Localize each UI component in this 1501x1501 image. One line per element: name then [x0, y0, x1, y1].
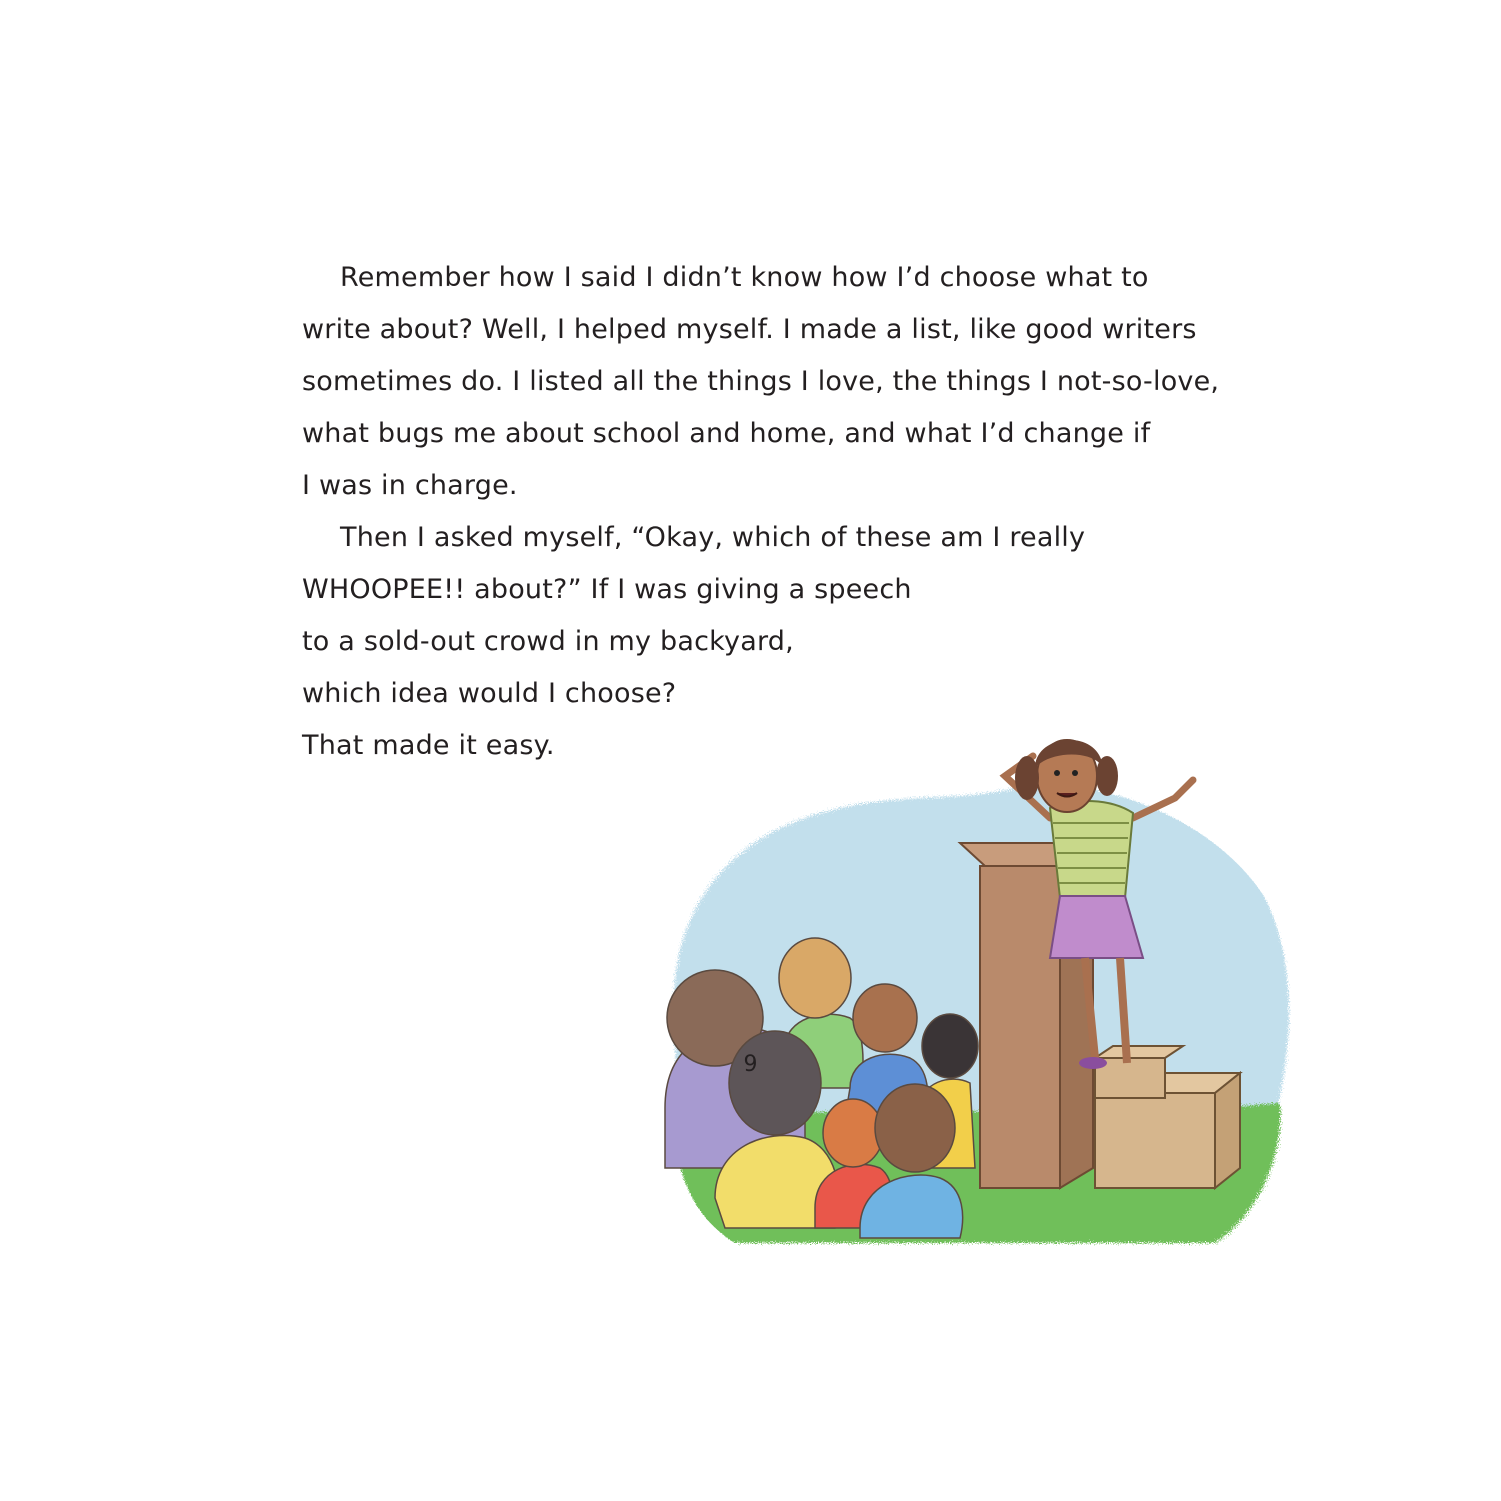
paragraph-2-line-4: which idea would I choose?: [302, 678, 677, 709]
paragraph-2-line-3: to a sold-out crowd in my backyard,: [302, 626, 794, 657]
body-text: [302, 252, 1222, 772]
paragraph-1-line-1: Remember how I said I didn’t know how I’d choose what to: [340, 262, 1149, 293]
paragraph-2-line-5: That made it easy.: [302, 730, 555, 761]
paragraph-2-line-1: Then I asked myself, “Okay, which of these am I really: [340, 522, 1086, 553]
speech-illustration: [655, 728, 1295, 1248]
paragraph-2-line-2: WHOOPEE!! about?” If I was giving a speech: [302, 574, 912, 605]
paragraph-1-line-4: what bugs me about school and home, and what I’d change if: [302, 418, 1151, 449]
paragraph-1-line-3: sometimes do. I listed all the things I love, the things I not-so-love,: [302, 366, 1220, 397]
paragraph-1-line-2: write about? Well, I helped myself. I made a list, like good writers: [302, 314, 1197, 345]
page-number: 9: [743, 1052, 758, 1077]
paragraph-1-line-5: I was in charge.: [302, 470, 518, 501]
